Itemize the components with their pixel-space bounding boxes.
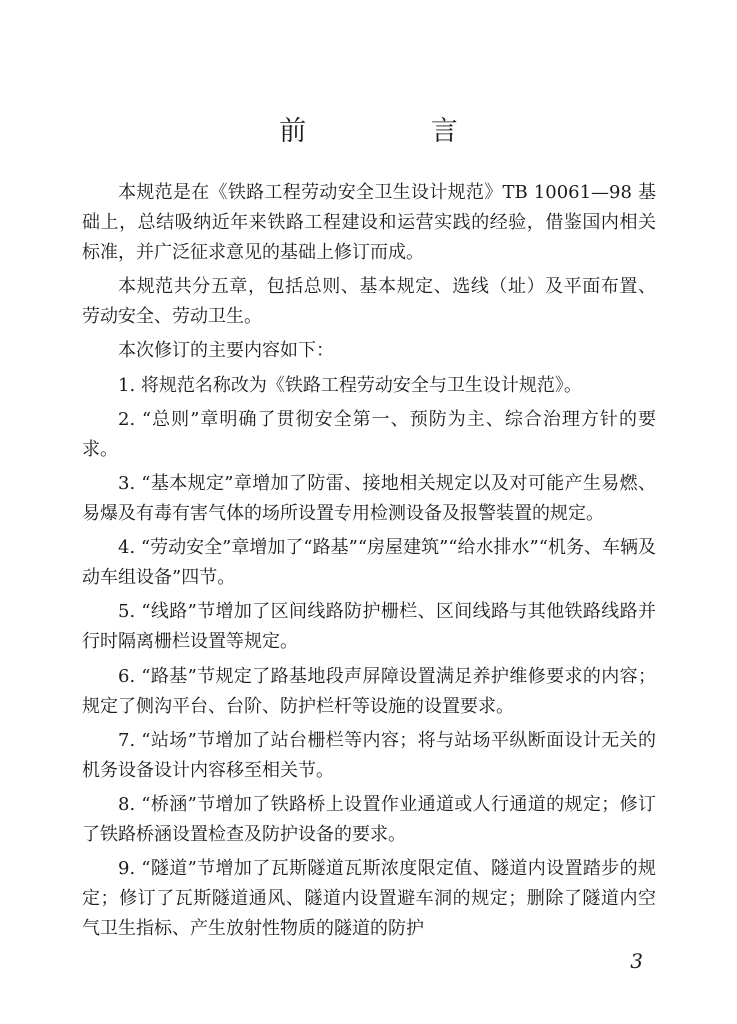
preface-body — [82, 178, 656, 944]
paragraph: 4. “劳动安全”章增加了“路基”“房屋建筑”“给水排水”“机务、车辆及动车组设备”四节。 — [82, 537, 656, 589]
paragraph: 2. “总则”章明确了贯彻安全第一、预防为主、综合治理方针的要求。 — [82, 408, 656, 460]
paragraph: 本规范共分五章，包括总则、基本规定、选线（址）及平面布置、劳动安全、劳动卫生。 — [82, 276, 656, 328]
page-title: 前 言 — [279, 116, 516, 147]
paragraph: 本规范是在《铁路工程劳动安全卫生设计规范》TB 10061—98 基础上，总结吸纳近年来铁路工程建设和运营实践的经验，借鉴国内相关标准，并广泛征求意见的基础上修订而成。 — [82, 182, 656, 263]
paragraph: 7. “站场”节增加了站台栅栏等内容；将与站场平纵断面设计无关的机务设备设计内容移至相关节。 — [82, 729, 656, 781]
paragraph: 8. “桥涵”节增加了铁路桥上设置作业通道或人行通道的规定；修订了铁路桥涵设置检查及防护设备的要求。 — [82, 793, 656, 845]
paragraph: 6. “路基”节规定了路基地段声屏障设置满足养护维修要求的内容；规定了侧沟平台、台阶、防护栏杆等设施的设置要求。 — [82, 665, 656, 717]
paragraph: 5. “线路”节增加了区间线路防护栅栏、区间线路与其他铁路线路并行时隔离栅栏设置等规定。 — [82, 601, 656, 653]
paragraph: 1. 将规范名称改为《铁路工程劳动安全与卫生设计规范》。 — [118, 374, 582, 396]
paragraph: 3. “基本规定”章增加了防雷、接地相关规定以及对可能产生易燃、易爆及有毒有害气体的场所设置专用检测设备及报警装置的规定。 — [82, 472, 656, 524]
paragraph: 本次修订的主要内容如下： — [118, 340, 334, 362]
page-number: 3 — [630, 949, 643, 973]
paragraph: 9. “隧道”节增加了瓦斯隧道瓦斯浓度限定值、隧道内设置踏步的规定；修订了瓦斯隧道通风、隧道内设置避车洞的规定；删除了隧道内空气卫生指标、产生放射性物质的隧道的防护 — [82, 858, 656, 940]
